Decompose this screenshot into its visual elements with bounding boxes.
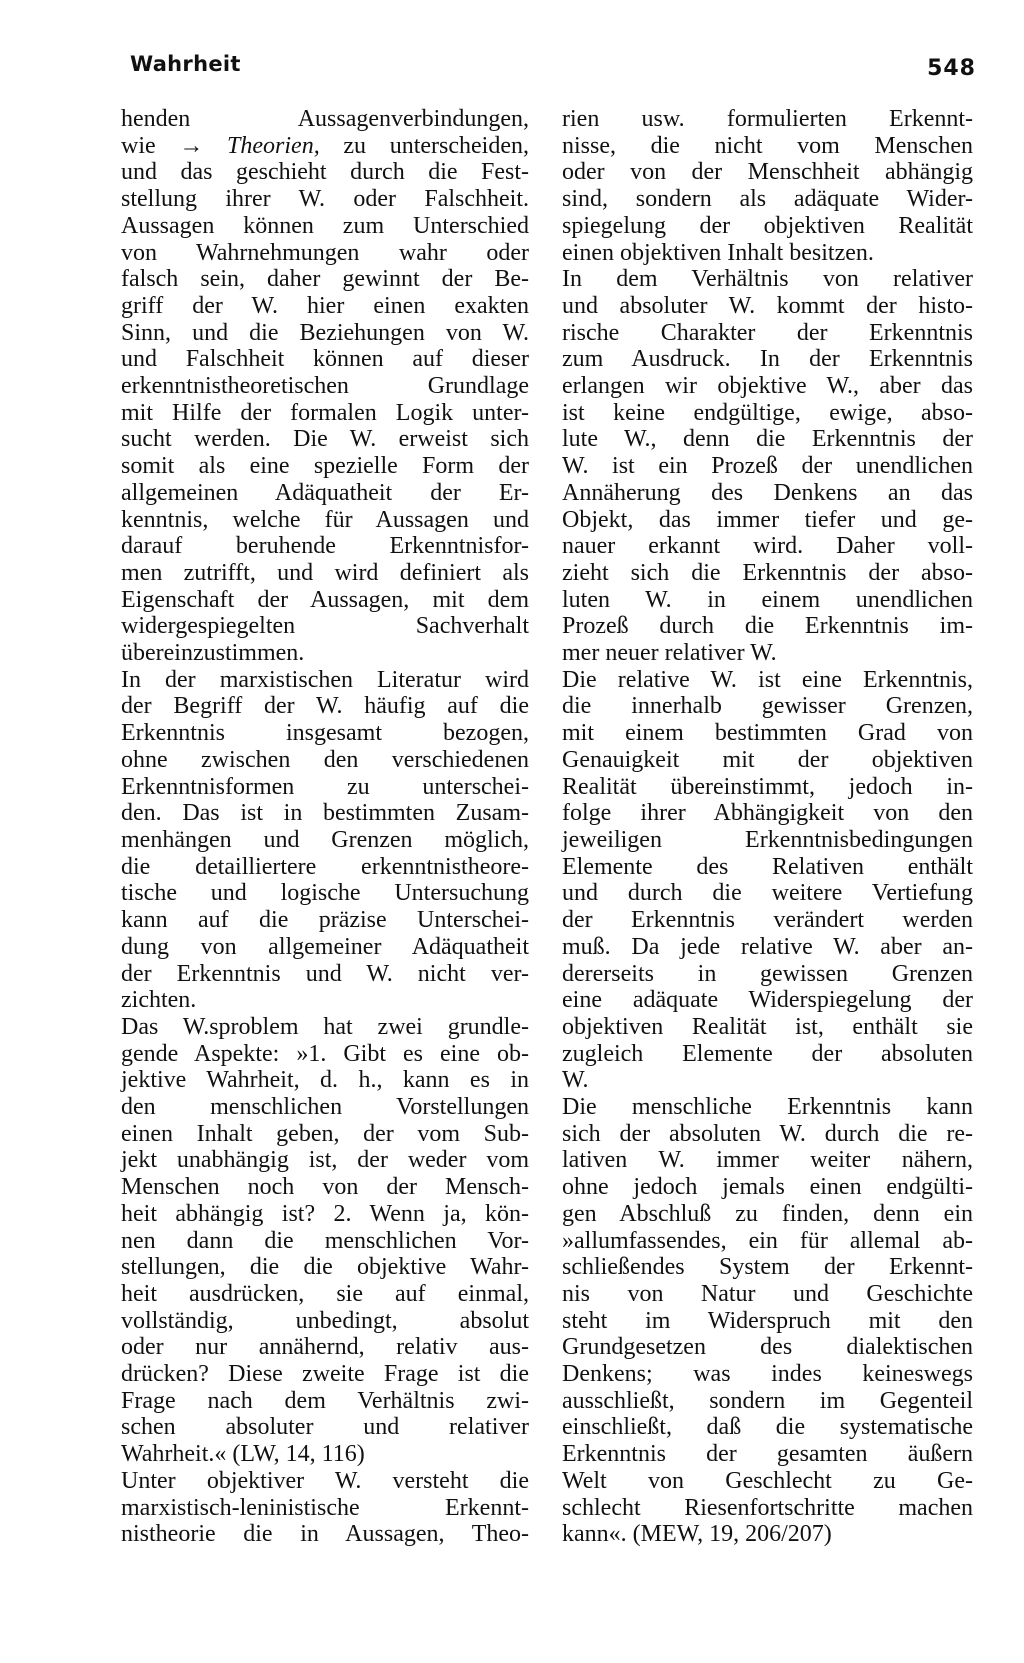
text-line: Grundgesetzen des dialektischen [562,1334,973,1361]
text-line: darauf beruhende Erkenntnisfor- [121,533,529,560]
text-line: zieht sich die Erkenntnis der abso- [562,559,973,586]
text-line: folge ihrer Abhängigkeit von den [562,800,973,827]
text-line: einen objektiven Inhalt besitzen. [562,239,874,266]
text-line: die innerhalb gewisser Grenzen, [562,693,973,720]
text-line: menhängen und Grenzen möglich, [121,826,529,853]
text-line: gende Aspekte: »1. Gibt es eine ob- [121,1040,529,1067]
text-line: wie → Theorien, zu unterscheiden, [121,132,529,159]
text-line: und Falschheit können auf dieser [121,346,529,373]
text-line: jeweiligen Erkenntnisbedingungen [562,826,973,853]
text-line: allgemeinen Adäquatheit der Er- [121,479,529,506]
text-line: einschließt, daß die systematische [562,1414,973,1441]
text-line: schen absoluter und relativer [121,1414,529,1441]
text-line: muß. Da jede relative W. aber an- [562,933,973,960]
text-line: Genauigkeit mit der objektiven [562,746,973,773]
text-line: jektive Wahrheit, d. h., kann es in [121,1067,529,1094]
text-line: Die relative W. ist eine Erkenntnis, [562,666,973,693]
text-line: schließendes System der Erkennt- [562,1254,973,1281]
text-line: oder nur annähernd, relativ aus- [121,1334,529,1361]
text-line: einen Inhalt geben, der vom Sub- [121,1120,529,1147]
text-line: Prozeß durch die Erkenntnis im- [562,613,973,640]
text-line: nauer erkannt wird. Daher voll- [562,533,973,560]
text-line: kenntnis, welche für Aussagen und [121,506,529,533]
text-line: lute W., denn die Erkenntnis der [562,426,973,453]
text-line: henden Aussagenverbindungen, [121,106,529,132]
text-line: den. Das ist in bestimmten Zusam- [121,800,529,827]
text-line: ausschließt, sondern im Gegenteil [562,1387,973,1414]
text-line: widergespiegelten Sachverhalt [121,613,529,640]
text-line: sich der absoluten W. durch die re- [562,1120,973,1147]
text-line: oder von der Menschheit abhängig [562,159,973,186]
text-line: von Wahrnehmungen wahr oder [121,239,529,266]
text-line: spiegelung der objektiven Realität [562,212,973,239]
text-line: griff der W. hier einen exakten [121,292,529,319]
text-line: heit abhängig ist? 2. Wenn ja, kön- [121,1200,529,1227]
text-line: W. [562,1067,589,1094]
text-line: zichten. [121,987,197,1014]
text-line: In der marxistischen Literatur wird [121,666,529,693]
text-line: Menschen noch von der Mensch- [121,1174,529,1201]
text-line: Das W.sproblem hat zwei grundle- [121,1013,529,1040]
text-line: übereinzustimmen. [121,640,305,667]
text-line: nis von Natur und Geschichte [562,1280,973,1307]
text-line: nen dann die menschlichen Vor- [121,1227,529,1254]
text-line: erlangen wir objektive W., aber das [562,373,973,400]
text-line: und absoluter W. kommt der histo- [562,292,973,319]
text-line: der Begriff der W. häufig auf die [121,693,529,720]
text-line: dererseits in gewissen Grenzen [562,960,973,987]
text-line: eine adäquate Widerspiegelung der [562,987,973,1014]
text-line: rische Charakter der Erkenntnis [562,319,973,346]
text-line: kann«. (MEW, 19, 206/207) [562,1521,832,1548]
page-header-title: Wahrheit [130,52,241,76]
text-line: Unter objektiver W. versteht die [121,1467,529,1494]
text-line: Die menschliche Erkenntnis kann [562,1094,973,1121]
text-line: Realität übereinstimmt, jedoch in- [562,773,973,800]
text-line: und durch die weitere Vertiefung [562,880,973,907]
text-line: Aussagen können zum Unterschied [121,212,529,239]
text-line: steht im Widerspruch mit den [562,1307,973,1334]
text-line: zugleich Elemente der absoluten [562,1040,973,1067]
text-line: Denkens; was indes keineswegs [562,1361,973,1388]
text-line: den menschlichen Vorstellungen [121,1094,529,1121]
text-line: Welt von Geschlecht zu Ge- [562,1467,973,1494]
text-line: Eigenschaft der Aussagen, mit dem [121,586,529,613]
text-line: Objekt, das immer tiefer und ge- [562,506,973,533]
text-line: stellung ihrer W. oder Falschheit. [121,186,529,213]
page-number: 548 [927,56,976,81]
text-line: marxistisch-leninistische Erkennt- [121,1494,529,1521]
text-line: Erkenntnis insgesamt bezogen, [121,720,529,747]
text-line: Erkenntnis der gesamten äußern [562,1441,973,1468]
text-line: heit ausdrücken, sie auf einmal, [121,1280,529,1307]
text-line: jekt unabhängig ist, der weder vom [121,1147,529,1174]
text-line: kann auf die präzise Unterschei- [121,907,529,934]
text-line: tische und logische Untersuchung [121,880,529,907]
text-line: objektiven Realität ist, enthält sie [562,1013,973,1040]
text-line: drücken? Diese zweite Frage ist die [121,1361,529,1388]
text-line: mit Hilfe der formalen Logik unter- [121,399,529,426]
text-line: In dem Verhältnis von relativer [562,266,973,293]
text-line: die detailliertere erkenntnistheore- [121,853,529,880]
text-line: erkenntnistheoretischen Grundlage [121,373,529,400]
text-line: »allumfassendes, ein für allemal ab- [562,1227,973,1254]
text-line: Elemente des Relativen enthält [562,853,973,880]
text-line: mit einem bestimmten Grad von [562,720,973,747]
right-text-column [562,106,973,1548]
text-line: ohne zwischen den verschiedenen [121,746,529,773]
text-line: zum Ausdruck. In der Erkenntnis [562,346,973,373]
text-line: Erkenntnisformen zu unterschei- [121,773,529,800]
text-line: luten W. in einem unendlichen [562,586,973,613]
text-line: der Erkenntnis und W. nicht ver- [121,960,529,987]
text-line: Wahrheit.« (LW, 14, 116) [121,1441,365,1468]
text-line: falsch sein, daher gewinnt der Be- [121,266,529,293]
text-line: sucht werden. Die W. erweist sich [121,426,529,453]
text-line: men zutrifft, und wird definiert als [121,559,529,586]
text-line: Sinn, und die Beziehungen von W. [121,319,529,346]
text-line: ist keine endgültige, ewige, abso- [562,399,973,426]
text-line: gen Abschluß zu finden, denn ein [562,1200,973,1227]
text-line: stellungen, die die objektive Wahr- [121,1254,529,1281]
text-line: mer neuer relativer W. [562,640,777,667]
text-line: nisse, die nicht vom Menschen [562,132,973,159]
text-line: schlecht Riesenfortschritte machen [562,1494,973,1521]
text-line: Annäherung des Denkens an das [562,479,973,506]
text-line: ohne jedoch jemals einen endgülti- [562,1174,973,1201]
text-line: nistheorie die in Aussagen, Theo- [121,1521,529,1548]
text-line: Frage nach dem Verhältnis zwi- [121,1387,529,1414]
text-line: vollständig, unbedingt, absolut [121,1307,529,1334]
text-line: und das geschieht durch die Fest- [121,159,529,186]
text-line: dung von allgemeiner Adäquatheit [121,933,529,960]
left-text-column [121,106,529,1548]
text-line: der Erkenntnis verändert werden [562,907,973,934]
text-line: lativen W. immer weiter nähern, [562,1147,973,1174]
text-line: rien usw. formulierten Erkennt- [562,106,973,132]
text-line: somit als eine spezielle Form der [121,453,529,480]
text-line: sind, sondern als adäquate Wider- [562,186,973,213]
text-line: W. ist ein Prozeß der unendlichen [562,453,973,480]
